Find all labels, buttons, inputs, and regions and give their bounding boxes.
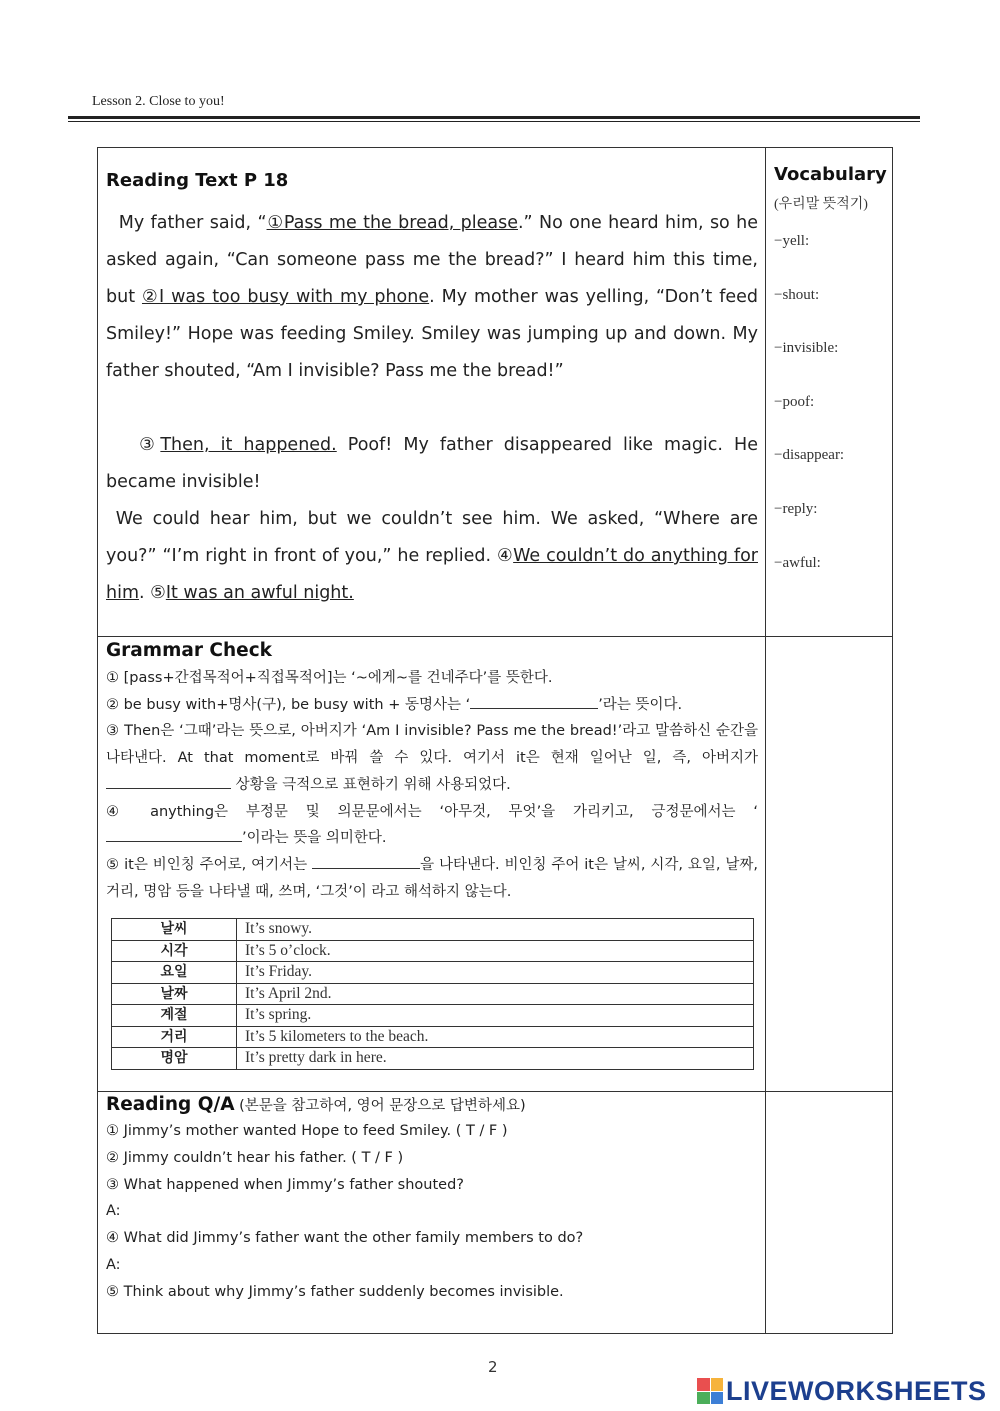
worksheet-table [97,147,893,1334]
table-example: It’s 5 kilometers to the beach. [237,1026,754,1048]
text: ③ [139,435,161,455]
table-row [112,1048,754,1070]
text: Poof! My father disappeared like magic. He became invisible! [106,435,758,492]
table-row [112,1005,754,1027]
grammar-item-1: ① [pass+간접목적어+직접목적어]는 ‘~에게~를 건네주다’를 뜻한다. [106,670,553,686]
underlined-sentence-1: ①Pass me the bread, please [266,213,518,233]
header-rule-thick [68,116,920,119]
row-divider-grammar [98,1091,892,1092]
text: . ⑤ [139,583,166,603]
table-row [112,919,754,941]
liveworksheets-logo-icon [697,1378,723,1404]
underlined-sentence-4: We couldn’t do anything for him [106,546,758,603]
text: ④ anything은 부정문 및 의문문에서는 ‘아무것, 무엇’을 가리키고, 긍정문에서는 ‘ [106,803,758,820]
reading-title: Reading Text P 18 [106,170,289,191]
reading-body [106,205,758,612]
text: ② be busy with+명사(구), be busy with + 동명사는 ‘ [106,696,471,713]
question-2[interactable]: ② Jimmy couldn’t hear his father. ( T / F ) [106,1149,404,1166]
qa-title [106,1094,758,1115]
reading-paragraph-2 [106,427,758,501]
reading-section [106,170,758,612]
answer-blank-3[interactable] [106,827,242,842]
reading-paragraph-3 [106,501,758,612]
grammar-section [106,640,758,905]
liveworksheets-logo-text: LIVEWORKSHEETS [726,1375,987,1406]
grammar-item-3 [106,718,758,798]
table-example: It’s pretty dark in here. [237,1048,754,1070]
vocabulary-section [774,164,888,608]
vocab-item-awful[interactable]: −awful: [774,554,821,571]
table-row [112,962,754,984]
qa-subtitle: (본문을 참고하여, 영어 문장으로 답변하세요) [234,1098,526,1114]
text: My father said, “ [118,213,267,233]
question-4: ④ What did Jimmy’s father want the other family members to do? [106,1230,584,1247]
vocab-item-yell[interactable]: −yell: [774,233,810,249]
liveworksheets-logo [697,1376,987,1406]
grammar-list [106,665,758,905]
table-label: 명암 [112,1048,237,1070]
table-row [112,940,754,962]
table-label: 날짜 [112,983,237,1005]
text: ③ Then은 ‘그때’라는 뜻으로, 아버지가 ‘Am I invisible? Pass me the bread!’라고 말씀하신 순간을 나타낸다. At that moment로 바꿔 쓸 수 있다. 여기서 it은 현재 일어난 일, 즉, 아버지가 [106,723,758,767]
question-5: ⑤ Think about why Jimmy’s father suddenly becomes invisible. [106,1283,564,1300]
answer-3[interactable]: A: [106,1203,121,1220]
grammar-item-4 [106,799,758,852]
underlined-sentence-5: It was an awful night. [165,583,354,603]
table-example: It’s spring. [237,1005,754,1027]
answer-blank-4[interactable] [312,854,420,869]
grammar-item-2 [106,692,758,719]
vocab-item-poof[interactable]: −poof: [774,393,815,410]
text: 을 나타낸다. 비인칭 주어 it은 날씨, 시각, 요일, 날짜, 거리, 명암 등을 나타낼 때, 쓰며, ‘그것’이 라고 해석하지 않는다. [106,856,759,900]
answer-4[interactable]: A: [106,1256,121,1273]
underlined-sentence-2: ②I was too busy with my phone [141,287,430,307]
vocabulary-list [774,233,888,608]
qa-list [106,1118,758,1306]
table-label: 요일 [112,962,237,984]
vocab-item-shout[interactable]: −shout: [774,286,820,303]
table-row [112,1026,754,1048]
impersonal-it-table [111,918,754,1070]
vocab-item-disappear[interactable]: −disappear: [774,447,845,464]
column-divider [765,148,766,1333]
grammar-item-5 [106,852,758,905]
table-example: It’s April 2nd. [237,983,754,1005]
page-number: 2 [488,1358,498,1376]
text: .” No one heard him, so he asked again, “Can someone pass me the bread?” I heard him this time, but [106,213,758,307]
table-label: 시각 [112,940,237,962]
text: . My mother was yelling, “Don’t feed Smiley!” Hope was feeding Smiley. Smiley was jumping up and down. My father shouted, “Am I invisible? Pass me the bread!” [106,287,758,381]
table-label: 계절 [112,1005,237,1027]
text: We could hear him, but we couldn’t see him. We asked, “Where are you?” “I’m right in front of you,” he replied. ④ [106,509,758,566]
table-example: It’s snowy. [237,919,754,941]
text: 상황을 극적으로 표현하기 위해 사용되었다. [231,776,511,793]
vocabulary-title: Vocabulary [774,164,887,185]
row-divider-reading [98,636,892,637]
table-example: It’s 5 o’clock. [237,940,754,962]
lesson-title: Lesson 2. Close to you! [92,94,225,109]
answer-blank-1[interactable] [470,694,598,709]
grammar-title: Grammar Check [106,640,272,661]
text: ’라는 뜻이다. [598,696,683,713]
vocab-item-invisible[interactable]: −invisible: [774,340,839,357]
question-3: ③ What happened when Jimmy’s father shouted? [106,1176,464,1193]
question-1[interactable]: ① Jimmy’s mother wanted Hope to feed Smiley. ( T / F ) [106,1123,508,1139]
text: ’이라는 뜻을 의미한다. [242,830,387,847]
qa-title-text: Reading Q/A [106,1094,235,1115]
reading-paragraph-1 [106,205,758,390]
table-example: It’s Friday. [237,962,754,984]
table-label: 거리 [112,1026,237,1048]
text: ⑤ it은 비인칭 주어로, 여기서는 [106,856,313,873]
header-rule-thin [68,121,920,122]
table-label: 날씨 [112,919,237,941]
underlined-sentence-3: Then, it happened. [160,435,337,455]
answer-blank-2[interactable] [106,774,231,789]
vocab-item-reply[interactable]: −reply: [774,500,818,517]
qa-section [106,1094,758,1306]
vocabulary-subtitle: (우리말 뜻적기) [774,197,868,212]
table-row [112,983,754,1005]
